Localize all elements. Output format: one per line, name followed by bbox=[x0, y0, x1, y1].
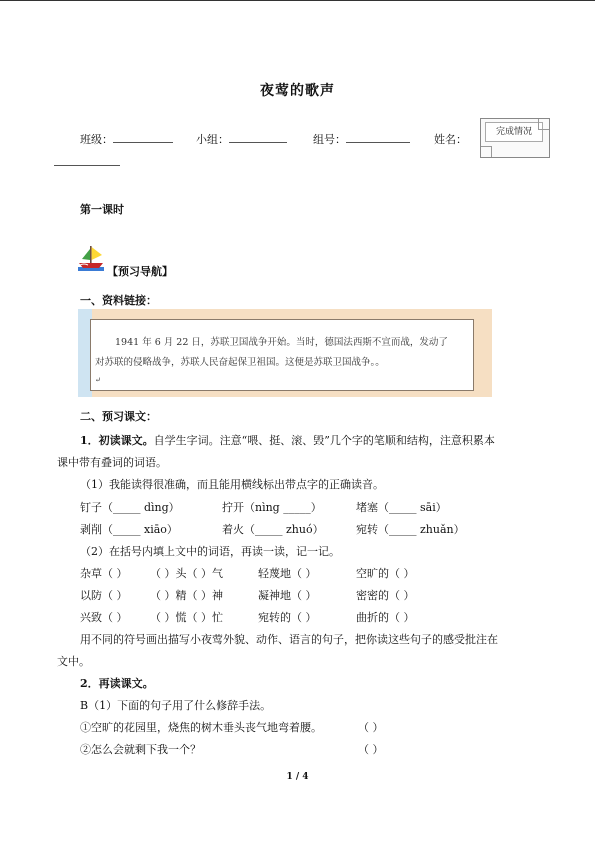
class-blank[interactable] bbox=[113, 131, 173, 143]
team-field bbox=[196, 131, 287, 147]
fill-item: （ ）精（ ）神 bbox=[150, 589, 223, 602]
lesson-label: 第一课时 bbox=[80, 203, 124, 216]
boat-icon bbox=[76, 243, 106, 273]
reference-line-3: ↵ bbox=[95, 376, 101, 384]
item1-line bbox=[80, 432, 495, 448]
name-field bbox=[434, 131, 467, 147]
sentence-task-line-1: 用不同的符号画出描写小夜莺外貌、动作、语言的句子，把你读这些句子的感受批注在 bbox=[80, 633, 498, 646]
preview-nav-heading: 【预习导航】 bbox=[107, 265, 173, 278]
team-label: 小组： bbox=[196, 133, 229, 146]
team-blank[interactable] bbox=[229, 131, 287, 143]
completion-badge-label: 完成情况 bbox=[485, 122, 543, 142]
question-1: ①空旷的花园里，烧焦的树木垂头丧气地弯着腰。 bbox=[80, 721, 322, 734]
fill-item: 以防（ ） bbox=[80, 589, 128, 602]
badge-corner bbox=[481, 146, 492, 157]
pinyin-item: 堵塞（_____ sāi） bbox=[356, 501, 447, 514]
page-title: 夜莺的歌声 bbox=[260, 83, 335, 99]
sub2-instruction: （2）在括号内填上文中的词语，再读一读，记一记。 bbox=[80, 545, 340, 558]
item1-title: 1．初读课文。 bbox=[80, 434, 154, 447]
page-number: 1 / 4 bbox=[286, 772, 309, 782]
fill-item: 曲折的（ ） bbox=[356, 611, 415, 624]
question-1-answer[interactable]: （ ） bbox=[358, 721, 384, 734]
pinyin-item: 钉子（_____ dìng） bbox=[80, 501, 180, 514]
sub1-instruction: （1）我能读得很准确，而且能用横线标出带点字的正确读音。 bbox=[80, 478, 384, 491]
reference-box bbox=[78, 309, 492, 397]
part1-heading: 一、资料链接： bbox=[80, 294, 157, 307]
group-no-blank[interactable] bbox=[346, 131, 410, 143]
fill-item: 密密的（ ） bbox=[356, 589, 415, 602]
sentence-task-line-2: 文中。 bbox=[57, 655, 90, 668]
class-label: 班级： bbox=[80, 133, 113, 146]
item1-cont: 课中带有叠词的词语。 bbox=[57, 456, 167, 469]
reference-line-2: 对苏联的侵略战争，苏联人民奋起保卫祖国。这便是苏联卫国战争。。 bbox=[95, 357, 385, 368]
reference-text-frame bbox=[90, 319, 474, 391]
fill-item: （ ）头（ ）气 bbox=[150, 567, 223, 580]
fill-item: 轻蔑地（ ） bbox=[258, 567, 317, 580]
question-2-answer[interactable]: （ ） bbox=[358, 743, 384, 756]
pinyin-item: 拧开（nìng _____） bbox=[222, 501, 322, 514]
name-label: 姓名： bbox=[434, 133, 467, 146]
badge-corner bbox=[538, 119, 549, 130]
fill-item: 凝神地（ ） bbox=[258, 589, 317, 602]
question-2: ②怎么会就剩下我一个？ bbox=[80, 743, 201, 756]
name-blank[interactable] bbox=[54, 155, 120, 166]
item1-text: 自学生字词。注意“喂、挺、滚、毁”几个字的笔顺和结构，注意积累本 bbox=[153, 434, 495, 447]
top-border bbox=[0, 0, 595, 1]
fill-item: 兴致（ ） bbox=[80, 611, 128, 624]
fill-item: 杂草（ ） bbox=[80, 567, 128, 580]
part2-heading: 二、预习课文： bbox=[80, 410, 157, 423]
fill-item: （ ）慌（ ）忙 bbox=[150, 611, 223, 624]
pinyin-item: 宛转（_____ zhuǎn） bbox=[356, 523, 465, 536]
b1-instruction: B（1）下面的句子用了什么修辞手法。 bbox=[80, 699, 272, 712]
pinyin-item: 剥削（_____ xiāo） bbox=[80, 523, 178, 536]
item2-heading: 2．再读课文。 bbox=[80, 677, 154, 690]
class-field bbox=[80, 131, 173, 147]
completion-badge bbox=[480, 118, 550, 158]
group-no-field bbox=[313, 131, 410, 147]
reference-line-1: 1941 年 6 月 22 日，苏联卫国战争开始。当时，德国法西斯不宣而战，发动了 bbox=[115, 337, 448, 348]
pinyin-item: 着火（_____ zhuó） bbox=[222, 523, 324, 536]
group-no-label: 组号： bbox=[313, 133, 346, 146]
fill-item: 宛转的（ ） bbox=[258, 611, 317, 624]
fill-item: 空旷的（ ） bbox=[356, 567, 415, 580]
